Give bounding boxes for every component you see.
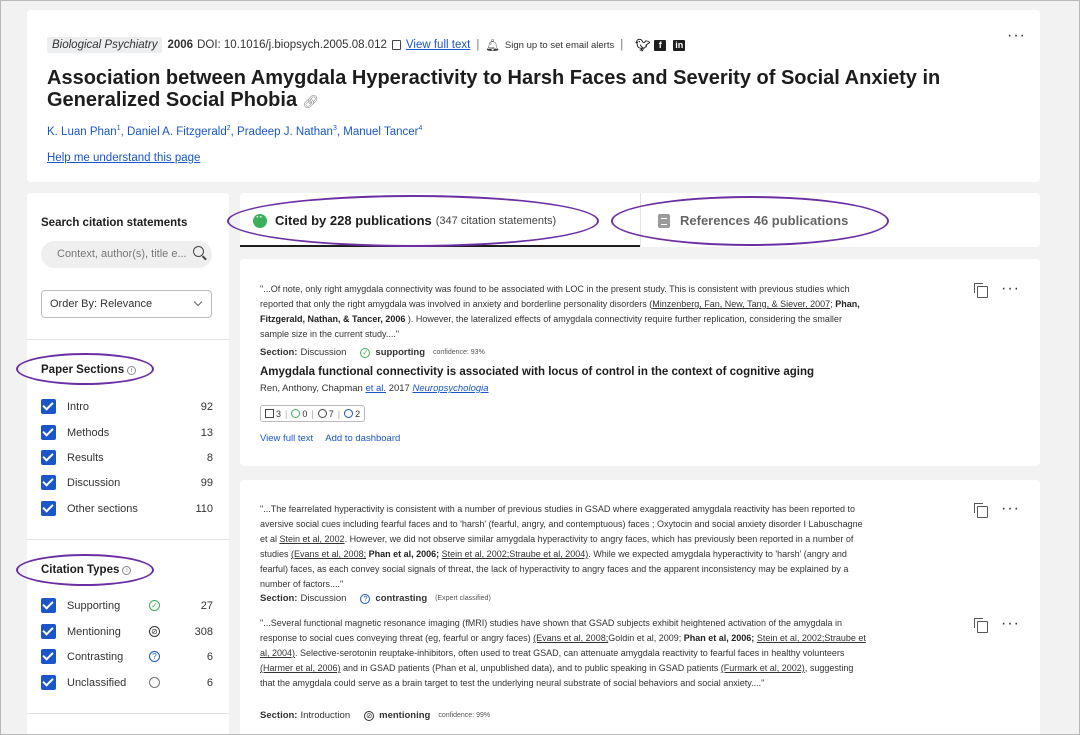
email-alerts-link[interactable]: Sign up to set email alerts (504, 39, 615, 51)
document-icon (265, 409, 274, 418)
checkbox-checked-icon[interactable] (41, 649, 56, 664)
authors-list: K. Luan Phan$^1$, Daniel A. Fitzgerald$^2$, Pradeep J. Nathan$^3$, Manuel Tancer$^4$ (47, 125, 423, 138)
type-filter-contrasting[interactable] (41, 649, 213, 667)
help-understand-link[interactable]: Help me understand this page (47, 152, 201, 164)
linkedin-icon[interactable]: in (675, 39, 684, 50)
confidence-score: confidence: 99% (438, 712, 491, 719)
journal-link[interactable]: Neuropsychologia (412, 383, 489, 394)
checkbox-checked-icon[interactable] (41, 501, 56, 516)
author-link[interactable]: Manuel Tancer (343, 125, 419, 138)
checkbox-checked-icon[interactable] (41, 598, 56, 613)
citation-link[interactable]: Stein et al, 2002;Straube et al, 2004) (260, 633, 866, 658)
citation-link[interactable]: (Furmark et al, 2002) (720, 663, 805, 673)
copy-icon[interactable] (977, 621, 988, 633)
paper-header (27, 10, 1040, 182)
section-filter-discussion[interactable] (41, 475, 213, 493)
info-icon[interactable]: i (122, 566, 131, 575)
filter-label: Discussion (67, 477, 121, 489)
more-options-icon[interactable]: ··· (1001, 500, 1020, 517)
tab-references-label: References 46 publications (680, 213, 849, 228)
mentioning-icon: ⊘ (149, 626, 160, 637)
section-name: Introduction (300, 710, 351, 721)
journal-name[interactable]: Biological Psychiatry (47, 37, 162, 53)
citation-snippet: "...Several functional magnetic resonance imaging (fMRI) studies have shown that GSAD subjects exhibit heightened activation of the amygdala in response to social cues conveying threat (eg, fearful or angry faces) (Evans et al, 2008;Goldin et al, 2009; Phan et al, 2006; Stein et al, 2002;Straube et al, 2004). Selective-serotonin reuptake-inhibitors, often used to treat GSAD, can attenuate amygdala reactivity to fearful faces in healthy volunteers (Harmer et al, 2006) and in GSAD patients (Phan et al, unpublished data), and to public speaking in GSAD patients (Furmark et al, 2002), suggesting that the amygdala could serve as a brain target to test the underlying neural substrate of social behaviors and social anxiety...." (260, 618, 866, 688)
self-citation: Phan et al, 2006; (368, 549, 440, 559)
supporting-icon: ✓ (362, 347, 369, 357)
type-filter-mentioning[interactable] (41, 624, 213, 642)
unclassified-icon (149, 677, 160, 688)
citation-link[interactable]: Stein et al, 2002 (279, 534, 345, 544)
tab-cited-label: Cited by 228 publications (275, 213, 432, 228)
social-share (635, 37, 685, 52)
citation-link[interactable]: (Harmer et al, 2006) (260, 663, 341, 673)
citation-type: supporting (375, 347, 426, 358)
citation-tabs (240, 193, 1040, 247)
filter-label: Results (67, 452, 104, 464)
filter-count: 6 (206, 651, 213, 663)
bell-icon[interactable]: 🔔︎ (485, 40, 500, 52)
citation-badges[interactable]: 3 | 0 | 7 | 2 (260, 405, 365, 422)
publications-badge: 3 (265, 409, 281, 419)
filter-label: Other sections (67, 503, 138, 515)
type-filter-supporting[interactable] (41, 598, 213, 616)
contrasting-icon: ? (360, 594, 370, 604)
filter-count: 8 (206, 452, 213, 464)
active-tab-indicator (240, 245, 640, 247)
self-citation: Phan, Fitzgerald, Nathan, & Tancer, 2006 (260, 299, 860, 324)
tab-cited-by[interactable] (253, 213, 556, 228)
paper-meta-row (47, 37, 685, 53)
divider (27, 539, 229, 540)
filter-label: Intro (67, 401, 90, 413)
citation-card (240, 480, 1040, 735)
filter-count: 92 (200, 401, 213, 413)
copy-icon[interactable] (977, 506, 988, 518)
author-link[interactable]: Daniel A. Fitzgerald (127, 125, 227, 138)
section-name: Discussion (300, 593, 347, 604)
chat-bubble-icon (253, 214, 267, 228)
checkbox-checked-icon[interactable] (41, 425, 56, 440)
chevron-down-icon (194, 298, 202, 306)
citation-link[interactable]: (Evans et al, 2008; (533, 633, 609, 643)
citation-link[interactable]: Minzenberg, Fan, New, Tang, & Siever, 2007 (652, 299, 831, 309)
confidence-score: confidence: 93% (433, 349, 485, 356)
contrasting-icon (344, 409, 353, 418)
filter-label: Contrasting (67, 651, 124, 663)
search-icon[interactable] (193, 246, 204, 257)
checkbox-checked-icon[interactable] (41, 399, 56, 414)
card-actions (260, 433, 410, 444)
citing-paper-title[interactable]: Amygdala functional connectivity is associated with locus of control in the context of cognitive aging (260, 366, 814, 378)
citation-link[interactable]: Stein et al, 2002;Straube et al, 2004) (441, 549, 589, 559)
copy-doi-icon[interactable] (392, 40, 401, 50)
self-citation: Phan et al, 2006; (683, 633, 755, 643)
search-statements-heading: Search citation statements (41, 217, 188, 229)
order-by-select[interactable] (41, 290, 212, 318)
copy-icon[interactable] (977, 286, 988, 298)
section-filter-other[interactable] (41, 501, 213, 519)
add-to-dashboard-button[interactable]: Add to dashboard (325, 433, 401, 444)
citation-link[interactable]: (Evans et al, 2008; (291, 549, 367, 559)
citation-section-line: Section: Discussion ? contrasting (Expert classified) (260, 593, 491, 604)
info-icon[interactable]: i (127, 366, 136, 375)
view-full-text-link[interactable]: View full text (405, 39, 471, 51)
citation-section-line: Section: Discussion ✓ supporting confidence: 93% (260, 347, 485, 358)
publication-year: 2006 (167, 39, 194, 51)
section-filter-intro[interactable] (41, 399, 213, 417)
tab-references[interactable] (658, 213, 848, 228)
more-options-icon[interactable]: ··· (1001, 280, 1020, 297)
confidence-score: (Expert classified) (435, 595, 491, 602)
citation-type: contrasting (375, 593, 428, 604)
supporting-icon: ✓ (149, 600, 160, 611)
citation-section-line: Section: Introduction ⊘ mentioning confidence: 99% (260, 710, 491, 721)
filter-count: 27 (200, 600, 213, 612)
filter-label: Methods (67, 427, 110, 439)
mentioning-badge: 7 (318, 409, 334, 419)
meta-separator-2: | (620, 39, 624, 51)
citing-paper-meta: Ren, Anthony, Chapman et al. 2017 Neuropsychologia (260, 383, 489, 394)
document-icon (658, 214, 670, 228)
more-options-icon[interactable]: ··· (1001, 615, 1020, 632)
more-options-icon[interactable]: ··· (1007, 27, 1026, 44)
citation-snippet: "...Of note, only right amygdala connectivity was found to be associated with LOC in the present study. This is consistent with previous studies which reported that only the right amygdala was involved in anxiety and borderline personality disorders (Minzenberg, Fan, New, Tang, & Siever, 2007; Phan, Fitzgerald, Nathan, & Tancer, 2006 ). However, the lateralized effects of amygdala connectivity require further replication, considering the smaller sample size in the current study...." (260, 284, 860, 339)
filter-count: 110 (195, 503, 213, 515)
filter-count: 99 (200, 477, 213, 489)
filter-count: 13 (200, 427, 213, 439)
checkbox-checked-icon[interactable] (41, 675, 56, 690)
filter-count: 6 (206, 677, 213, 689)
divider (27, 713, 229, 714)
paper-sections-heading: Paper Sections i (41, 364, 136, 376)
section-filter-methods[interactable] (41, 425, 213, 443)
mentioning-icon (318, 409, 327, 418)
facebook-icon[interactable]: f (654, 40, 666, 51)
citation-types-heading: Citation Types i (41, 564, 131, 576)
filter-sidebar (27, 193, 229, 735)
section-name: Discussion (300, 347, 347, 358)
citation-card (240, 259, 1040, 466)
tab-divider (640, 193, 641, 247)
et-al-link[interactable]: et al. (365, 383, 387, 394)
citation-snippet: "...The fearrelated hyperactivity is consistent with a number of previous studies in GSAD where exaggerated amygdala reactivity has been reported to aversive social cues including fearful faces and to 'harsh' (fearful, angry, and contemptuous) faces ; Oxytocin and social anxiety disorder I Labuschagne et al Stein et al, 2002. However, we did not observe similar amygdala hyperactivity to angry faces, which has previously been reported in a number of studies (Evans et al, 2008; Phan et al, 2006; Stein et al, 2002;Straube et al, 2004). While we expected amygdala hyperactivity to 'harsh' (angry and fearful) faces, as each convey social signals of threat, the lack of hyperactivity to angry faces and the apparent inconsistency may be explained by a number of factors...." (260, 504, 863, 589)
checkbox-checked-icon[interactable] (41, 624, 56, 639)
tab-cited-sublabel: (347 citation statements) (435, 214, 557, 227)
supporting-badge: 0 (291, 409, 307, 419)
section-filter-results[interactable] (41, 450, 213, 468)
citation-type: mentioning (379, 710, 431, 721)
contrasting-icon: ? (149, 651, 160, 662)
paper-title: Association between Amygdala Hyperactivity to Harsh Faces and Severity of Social Anxiety in Generalized Social Phobia 🔗︎ (47, 67, 941, 111)
divider (27, 339, 229, 340)
author-link[interactable]: Pradeep J. Nathan (237, 125, 333, 138)
author-link[interactable]: K. Luan Phan (47, 125, 117, 138)
twitter-icon[interactable]: 🐦︎ (635, 37, 651, 52)
meta-separator: | (476, 39, 480, 51)
checkbox-checked-icon[interactable] (41, 450, 56, 465)
mentioning-icon: ⊘ (365, 710, 373, 720)
doi: DOI: 10.1016/j.biopsych.2005.08.012 (197, 39, 387, 51)
citation-search-input[interactable] (41, 241, 212, 268)
view-full-text-button[interactable]: View full text (260, 433, 314, 444)
contrasting-badge: 2 (344, 409, 360, 419)
filter-label: Supporting (67, 600, 121, 612)
search-placeholder: Context, author(s), title e... (57, 248, 187, 260)
supporting-icon (291, 409, 300, 418)
filter-label: Mentioning (67, 626, 121, 638)
order-by-value: Order By: Relevance (50, 298, 153, 310)
checkbox-checked-icon[interactable] (41, 475, 56, 490)
permalink-icon[interactable]: 🔗︎ (302, 94, 320, 109)
type-filter-unclassified[interactable] (41, 675, 213, 693)
filter-count: 308 (194, 626, 213, 638)
filter-label: Unclassified (67, 677, 127, 689)
